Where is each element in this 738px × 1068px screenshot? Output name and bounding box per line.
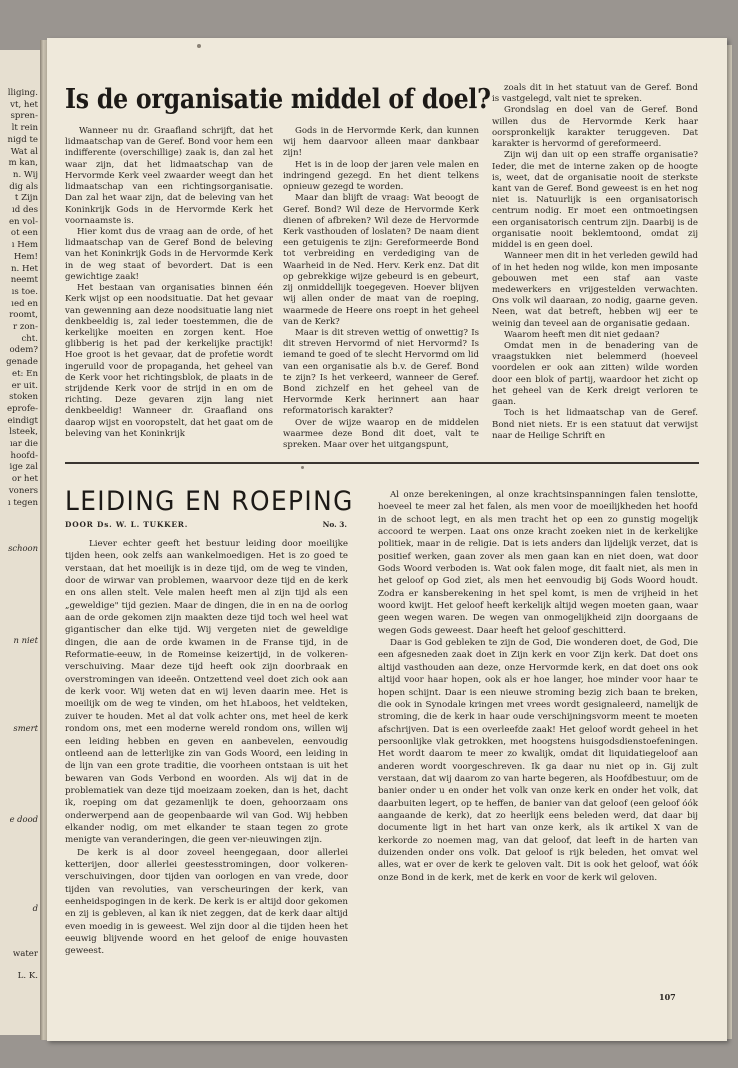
paragraph: Gods in de Hervormde Kerk, dan kunnen wij hem daarvoor alleen maar dankbaar zijn! (283, 126, 479, 159)
margin-fragment: voners (8, 485, 38, 496)
margin-fragment: or het (11, 474, 38, 485)
page-number: 107 (659, 992, 676, 1002)
margin-fragment: nigd te (7, 134, 38, 145)
margin-fragment: lsteek, (9, 427, 38, 438)
article2-column-2 (378, 489, 698, 884)
paragraph: Wanneer men dit in het verleden gewild had of in het heden nog wilde, kon men imposante gebouwen met een staf aan vaste medewerkers en vrijgestelden verwachten. Ons volk wil daaraan, zo nodig, gaarne geven. Neen, wat dat betreft, hebben wij eer te weinig dan teveel aan de organisatie gedaan. (492, 251, 698, 329)
paragraph: Wanneer nu dr. Graafland schrijft, dat het lidmaatschap van de Geref. Bond voor hem een indifferente (overschillige) zaak is, dan zal het waar zijn, dat het lidmaatschap van de Hervormde Kerk veel zwaarder weegt dan het lidmaatschap van een richtingsorganisatie. Dan zal het waar zijn, dat de beleving van het Koninkrijk Gods in de Hervormde Kerk het voornaamste is. (65, 126, 273, 226)
margin-fragment: hoofd- (10, 450, 38, 461)
article1-column-1 (65, 126, 273, 440)
margin-fragment: stoken (9, 392, 38, 403)
paragraph: Het is in de loop der jaren vele malen en indringend gezegd. En het dient telkens opnieuw gezegd te worden. (283, 159, 479, 193)
section-divider (65, 462, 699, 464)
margin-fragment: ı Hem (11, 240, 38, 251)
paragraph: Al onze berekeningen, al onze krachtsinspanningen falen tenslotte, hoeveel te meer zal het falen, als men voor de moeilijkheden het hoofd in de schoot legt, en als men tracht het op een zo gunstig mogelijk accoord te werpen. Laat ons onze kracht zoeken niet in de kerkelijke politiek, maar in de religie. Dat is iets anders dan lijdelijk verzet, dat is positief werken, gaan zover als men gaan kan en niet doen, wat door Gods Woord verboden is. Wat ook falen moge, dit faalt niet, als men in het geloof op God ziet, als men het eenvoudig bij Gods Woord houdt. Zodra er kansberekening in het spel komt, is men de vrijheid in het woord kwijt. Het geloof heeft kerkelijk altijd wegen moeten gaan, waar geen wegen waren. De wegen van onmogelijkheid zijn doorgaans de wegen Gods geweest. Daar heeft het geloof geschitterd. (378, 490, 698, 636)
margin-fragment: ige zal (9, 462, 38, 473)
margin-fragment: smert (13, 723, 38, 733)
margin-fragment: eindigt (7, 415, 38, 426)
paragraph: zoals dit in het statuut van de Geref. Bond is vastgelegd, valt niet te spreken. (492, 83, 698, 105)
paragraph: Liever echter geeft het bestuur leiding door moeilijke tijden heen, ook zelfs aan wankelmoedigen. Het is zo goed te verstaan, dat het moeilijk is in deze tijd, om de weg te vinden, door de wirwar van problemen, waarvoor deze tijd en de kerk en ons allen stelt. Vele malen heeft men al zijn tijd als een „geweldige" tijd gezien. Maar de dingen, die in en na de oorlog aan de orde gekomen zijn maakten deze tijd toch wel heel wat gigantischer dan elke tijd. Wij vergeten niet de geweldige dingen, die aan de orde kwamen in de Franse tijd, in de Reformatie-eeuw, in de Romeinse keizertijd, in de volkeren-verschuiving. Maar deze tijd heeft ook zijn doorbraak en overstromingen van ideeën. Ontzettend veel doet zich ook aan de kerk voor. Wij weten dat en wij leven daarin mee. Het is moeilijk om de weg te vinden, om het hLaboos, het veldteken, zuiver te houden. Met al dat volk achter ons, met heel de kerk rondom ons, met een moderne wereld rondom ons, willen wij een leiding hebben en geven en aanbevelen, eenvoudig ontleend aan de letterlijke zin van Gods Woord, een leiding in de lijn van een grote traditie, die voorheen ontstaan is uit het bewaren van Gods Verbond en woorden. Als wij dat in de problematiek van deze tijd moeizaam zoeken, dan is het, dacht ik, roeping om dat gezamenlijk te doen, gehoorzaam ons onderwerpend aan de geopenbaarde wil van God. Wij hebben elkander nodig, om met elkander te staan tegen zo grote menigte van veranderingen, die geen ver-nieuwingen zijn. (65, 539, 348, 846)
margin-fragment: ıd des (12, 205, 38, 215)
margin-fragment: roomt, (9, 310, 38, 321)
paragraph: Maar dan blijft de vraag: Wat beoogt de Geref. Bond? Wil deze de Hervormde Kerk dienen of afbreken? Wil deze de Hervormde Kerk vasthouden of loslaten? De naam dient een getuigenis te zijn: Gereformeerde Bond tot verbreiding en verdediging van de Waarheid in de Ned. Herv. Kerk enz. Dat dit op gebrekkige wijze gebeurd is en gebeurt, zij onmiddellijk toegegeven. Hoever blijven wij allen onder de maat van de roeping, waarmede de Heere ons roept in het geheel van de Kerk? (283, 193, 479, 327)
margin-fragment: eprofe- (6, 403, 38, 414)
margin-fragment: schoon (8, 543, 38, 553)
article1-headline: Is de organisatie middel of doel? (65, 83, 491, 115)
paragraph: Waarom heeft men dit niet gedaan? (504, 329, 660, 340)
margin-fragment: er uit. (11, 380, 38, 391)
margin-fragment: n. Het (10, 263, 38, 274)
margin-fragment: ıs toe. (11, 286, 38, 297)
article2-byline (65, 520, 347, 529)
margin-fragment: genade (6, 357, 38, 368)
margin-fragment: d (32, 903, 38, 913)
page-sheet (47, 38, 727, 1041)
paragraph: Zijn wij dan uit op een straffe organisatie? Ieder, die met de interne zaken op de hoogte is, weet, dat de organisatie nooit de sterkste kant van de Geref. Bond geweest is en het nog niet is. Natuurlijk is een organisatorisch centrum nodig. Er moet een ontmoetingsen een organisatorisch centrum zijn. Daarbij is de organisatie nooit beklemtoond, omdat zij middel is en geen doel. (492, 150, 698, 251)
margin-fragment: L. K. (17, 971, 38, 981)
margin-fragment: odem? (9, 345, 38, 356)
article2-column-1 (65, 538, 348, 958)
series-number: No. 3. (322, 520, 347, 529)
article1-column-2 (283, 126, 479, 451)
margin-fragment: Hem! (13, 251, 38, 262)
article1-column-3 (492, 83, 698, 442)
margin-fragment: en vol- (8, 216, 38, 227)
paragraph: Over de wijze waarop en de middelen waarmee deze Bond dit doet, valt te spreken. Maar over het uitgangspunt, (283, 417, 479, 451)
paragraph: Maar is dit streven wettig of onwettig? Is dit streven Hervormd of niet Hervormd? Is iemand te goed of te slecht Hervormd om lid van een organisatie als b.v. de Geref. Bond te zijn? Is het verkeerd, wanneer de Geref. Bond zichzelf en het geheel van de Hervormde Kerk herinnert aan haar reformatorisch karakter? (283, 327, 479, 417)
previous-page-strip (0, 50, 40, 1035)
paragraph: De kerk is al door zoveel heengegaan, door allerlei ketterijen, door allerlei geestesstromingen, door volkeren-verschuivingen, door tijden van oorlogen en van vrede, door tijden van revoluties, van verscheuringen der kerk, van eenheidspogingen in de kerk. De kerk is er altijd door gekomen en zij is gebleven, al kan ik niet zeggen, dat de kerk daar altijd even moedig in is geweest. Wel zijn door al die tijden heen het eeuwig blijvende woord en het geloof de enige houvasten geweest. (65, 847, 348, 957)
margin-fragment: et: En (12, 368, 38, 379)
margin-fragment: ı tegen (7, 497, 38, 508)
paragraph: Daar is God gebleken te zijn de God, Die wonderen doet, de God, Die een afgesneden zaak doet in Zijn kerk en voor Zijn kerk. Dat doet ons altijd vasthouden aan deze, onze Hervormde kerk, en dat doet ons ook altijd voor haar hopen, ook als er hoe langer, hoe minder voor haar te hopen schijnt. Daar is een nieuwe stroming bezig zich baan te breken, die ook in Synodale kringen met vrees wordt gesignaleerd, namelijk de stroming, die de kerk in haar oude verschijningsvorm meent te moeten afschrijven. Dat is een overleefde zaak! Het geloof wordt geheel in het persoonlijke vlak getrokken, met hoogstens huisgodsdienstoefeningen. Het wordt daarom te meer zo kwalijk, omdat dit liquidatiegeloof aan anderen wordt voorgeschreven. Ik ga daar nu niet op in. Gij zult verstaan, dat wij daarom zo van harte begeren, als Hoofdbestuur, om de banier onder u en onder het volk van onze kerk en onder het volk, dat daarbuiten legert, op te heffen, de banier van dat geloof (een geloof óók aangaande de kerk), dat zo heerlijk eens beleden werd, dat daar bij documente ligt in het hart van onze kerk, als ik artikel X van de kerkorde zo noemen mag, van dat geloof, dat leeft in de harten van duizenden onder ons volk. Dat geloof is rijk beleden, het omvat wel alles, wat er over de kerk te geloven valt. Dit is ook het geloof, wat óók onze Bond in de kerk, met de kerk en voor de kerk wil geloven. (378, 638, 698, 883)
margin-fragment: n niet (13, 635, 38, 645)
margin-fragment: neemt (10, 275, 38, 286)
paragraph: Toch is het lidmaatschap van de Geref. Bond niet niets. Er is een statuut dat verwijst naar de Heilige Schrift en (492, 408, 698, 441)
margin-fragment: ıar die (9, 439, 38, 449)
margin-fragment: r zon- (13, 322, 38, 332)
margin-fragment: cht. (21, 333, 38, 344)
margin-fragment: lliging. (7, 88, 38, 98)
paragraph: Omdat men in de benadering van de vraagstukken niet belemmerd (hoeveel voordelen er ook aan zitten) wilde worden door een blok of partij, waardoor het zicht op het geheel van de Kerk dreigt verloren te gaan. (492, 341, 698, 408)
margin-fragment: Wat al (10, 146, 38, 157)
margin-fragment: t Zijn (14, 193, 38, 204)
margin-fragment: dig als (9, 181, 38, 192)
margin-fragment: n. Wij (12, 169, 38, 180)
staple-mark (197, 44, 201, 48)
margin-fragment: water (12, 949, 38, 959)
article2-title: LEIDING EN ROEPING (65, 486, 354, 517)
margin-fragment: lt rein (11, 123, 38, 134)
margin-fragment: m kan, (8, 158, 38, 169)
margin-fragment: e dood (9, 814, 38, 824)
author-line: DOOR Ds. W. L. TUKKER. (65, 520, 189, 529)
margin-fragment: ot een (10, 228, 38, 239)
paragraph: Grondslag en doel van de Geref. Bond willen dus de Hervormde Kerk haar oorspronkelijk karakter teruggeven. Dat karakter is hervormd of gereformeerd. (492, 105, 698, 150)
paragraph: Hier komt dus de vraag aan de orde, of het lidmaatschap van de Geref Bond de beleving van het Koninkrijk Gods in de Hervormde Kerk in de weg staat of bevordert. Dat is een gewichtige zaak! (65, 226, 273, 282)
margin-fragment: vt, het (10, 99, 38, 110)
margin-fragment: ıed en (11, 298, 38, 309)
print-speck (301, 466, 304, 469)
paragraph: Het bestaan van organisaties binnen één Kerk wijst op een noodsituatie. Dat het gevaar van gewenning aan deze noodsituatie lang niet denkbeeldig is, zal ieder toestemmen, die de kerkelijke moeiten en zorgen kent. Hoe glibberig is het pad der kerkelijke practijk! Hoe groot is het gevaar, dat de profetie wordt ingeruild voor de propaganda, het geheel van de Kerk voor het richtingsblok, de plaats in de strijdende Kerk voor de strijd in en om de richting. Deze gevaren zijn lang niet denkbeeldig! Wanneer dr. Graafland ons daarop wijst en vooropstelt, dat het gaat om de beleving van het Koninkrijk (65, 283, 273, 439)
margin-fragment: spren- (10, 111, 38, 122)
